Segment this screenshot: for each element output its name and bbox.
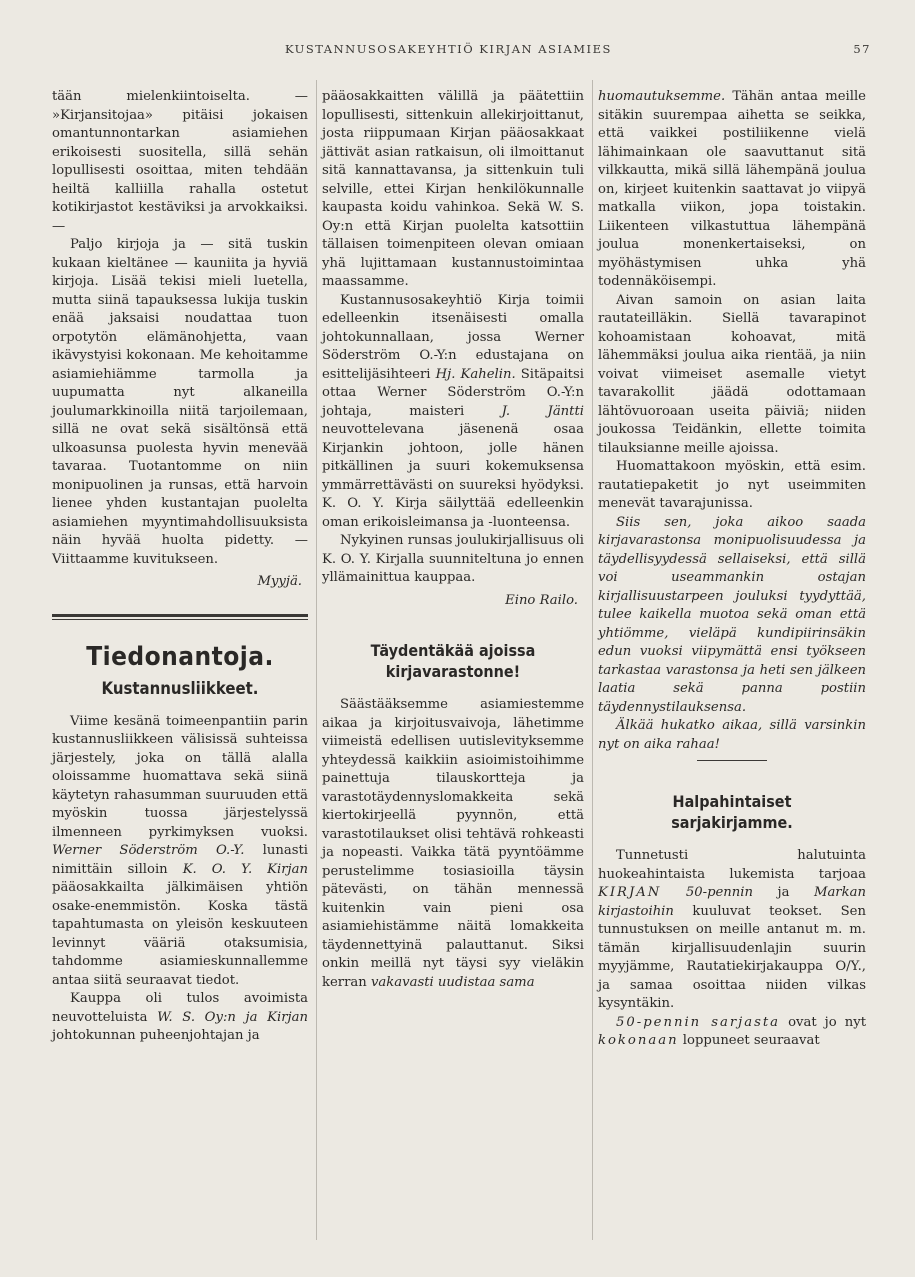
series-name: Markan kirjastoihin [598, 885, 866, 919]
company-name: W. S. Oy:n ja Kirjan [157, 1009, 308, 1025]
person-name: J. Jäntti [501, 403, 584, 419]
column-3 [598, 88, 866, 1051]
divider-thick [52, 614, 308, 617]
paragraph: tään mielenkiintoiselta. — »Kirjansitojaa» pitäisi jokaisen omantunnontarkan asiamiehen erikoisesti suositella, sillä sehän lopullisesti osoittaa, miten tehdään heiltä kalliilla rahalla ostetut kotikirjastot kestäviksi ja arvokkaiksi. — [52, 89, 308, 234]
paragraph: 50-pennin sarjasta ovat jo nyt kokonaan loppuneet seuraavat [598, 1014, 866, 1048]
column-1 [52, 88, 308, 1046]
paragraph: Aivan samoin on asian laita rautateilläkin. Siellä tavarapinot kohoamistaan kohoavat, mitä lähemmäksi joulua aika rientää, ja niin voivat viimeiset asemalle vietyt tavarakollit jäädä odottamaan lähtövuoroaan useita päiviä; niiden joukossa Teidänkin, ellette toimita tilauksianne meille ajoissa. [598, 292, 866, 456]
column-2 [322, 88, 584, 992]
paragraph: Nykyinen runsas joulukirjallisuus oli K. O. Y. Kirjalla suunniteltuna jo ennen yllämainittua kauppaa. [322, 533, 584, 585]
signature-myyja: Myyjä. [257, 574, 302, 589]
series-name: 50-pennin sarjasta [616, 1014, 781, 1030]
company-name: K. O. Y. Kirjan [182, 861, 308, 877]
section-title: Tiedonantoja. [86, 641, 274, 672]
subheading-kustannusliikkeet: Kustannusliikkeet. [101, 679, 259, 699]
person-name: Hj. Kahelin. [435, 366, 516, 382]
emphasis: kokonaan [598, 1033, 679, 1048]
paragraph: Huomattakoon myöskin, että esim. rautatiepaketit jo nyt useimmiten menevät tavarajunissa. [598, 459, 866, 511]
column-rule-left [316, 80, 317, 1240]
paragraph: Säästääksemme asiamiestemme aikaa ja kirjoitusvaivoja, lähetimme viimeistä edellisen uutislevityksemme yhteydessä kaikkiin asioimistoihimme painettuja tilauskortteja ja varastotäydennyslomakkeita sekä kiertokirjeellä pyynnön, että varastotilaukset olisi tehtävä rohkeasti ja nopeasti. Vaikka tätä pyyntöämme perustelimme tosiasioilla täysin pätevästi, on tähän mennessä kuitenkin vain pieni osa asiamiehistämme näitä lomakkeita täydennettyinä palauttanut. Siksi onkin meillä nyt täysi syy vieläkin kerran vakavasti uudistaa sama [322, 697, 584, 990]
paragraph: Paljo kirjoja ja — sitä tuskin kukaan kieltänee — kauniita ja hyviä kirjoja. Lisää tekisi mieli luetella, mutta siinä tapauksessa lukija tuskin enää jaksaisi noudattaa tuon orpotytön elämänohjetta, vaan ikävystyisi kokonaan. Me kehoitamme asiamiehiämme tarmolla ja uupumatta nyt alkaneilla joulumarkkinoilla niitä tarjoilemaan, sillä ne ovat sekä sisältönsä että ulkoasunsa puolesta hyvin menevää tavaraa. Tuotantomme on niin monipuolinen ja runsas, että harvoin lienee yhden kustantajan puolelta asiamiehen myyntimahdollisuuksista näin hyvää huolta pidetty. — Viittaamme kuvitukseen. [52, 237, 308, 567]
series-name: KIRJAN [598, 885, 662, 900]
short-divider [697, 760, 767, 761]
paragraph: huomautuksemme. Tähän antaa meille sitäkin suurempaa aihetta se seikka, että vaikkei postiliikenne vielä lähimainkaan ole saavuttanut sitä vilkkautta, mikä sillä lähempänä joulua on, kirjeet kuitenkin saattavat jo viipyä matkalla viikon, jopa toistakin. Liikenteen vilkastuttua lähempänä joulua monenkertaiseksi, on myöhästymisen uhka yhä todennäköisempi. [598, 89, 866, 289]
heading-halpahintaiset: Halpahintaiset sarjakirjamme. [671, 792, 793, 832]
emphasis: vakavasti uudistaa sama [370, 974, 535, 990]
column-rule-right [592, 80, 593, 1240]
divider-thin [52, 619, 308, 620]
emphasis: huomautuksemme. [598, 89, 726, 104]
paragraph: Tunnetusti halutuinta huokeahintaista lukemista tarjoaa KIRJAN 50-pennin ja Markan kirjastoihin kuuluvat teokset. Sen tunnustuksen on meille antanut m. m. tämän kirjallisuudenlajin suurin myyjämme, Rautatiekirjakauppa O/Y., ja samaa osoittaa niiden vilkas kysyntäkin. [598, 848, 866, 1011]
running-title: KUSTANNUSOSAKEYHTIÖ KIRJAN ASIAMIES [285, 42, 612, 56]
paragraph: Kauppa oli tulos avoimista neuvotteluista W. S. Oy:n ja Kirjan johtokunnan puheenjohtajan ja [52, 991, 308, 1043]
page-number: 57 [853, 42, 871, 56]
company-name: Werner Söderström O.-Y. [52, 843, 245, 858]
paragraph: pääosakkaitten välillä ja päätettiin lopullisesti, sittenkuin allekirjoittanut, josta riippumaan Kirjan pääosakkaat jättivät asian ratkaisun, oli ilmoittanut sitä kannattavansa, ja sittenkuin tuli selville, ettei Kirjan henkilökunnalle kaupasta koidu vahinkoa. Sekä W. S. Oy:n että Kirjan puolelta katsottiin tällaisen toimenpiteen olevan omiaan yhä lujittamaan kustannustoimintaa maassamme. [322, 89, 584, 289]
signature-eino-railo: Eino Railo. [505, 592, 578, 608]
heading-taydentakaa: Täydentäkää ajoissa kirjavarastonne! [370, 641, 536, 681]
paragraph: Kustannusosakeyhtiö Kirja toimii edelleenkin itsenäisesti omalla johtokunnallaan, jossa Werner Söderström O.-Y:n edustajana on esittelijäsihteeri Hj. Kahelin. Sitäpaitsi ottaa Werner Söderström O.-Y:n johtaja, maisteri J. Jäntti neuvottelevana jäsenenä osaa Kirjankin johtoon, jolle hänen pitkällinen ja suuri kokemuksensa ymmärrettävästi on suureksi hyödyksi. K. O. Y. Kirja säilyttää edelleenkin oman erikoisleimansa ja -luonteensa. [322, 292, 584, 530]
paragraph-italic: Älkää hukatko aikaa, sillä varsinkin nyt on aika rahaa! [598, 718, 866, 752]
paragraph-italic: Siis sen, joka aikoo saada kirjavarastonsa monipuolisuudessa ja täydellisyydessä sellaiseksi, että sillä voi useammankin ostajan kirjallisuustarpeen jouluksi tyydyttää, tulee kaikella muotoa sekä oman että yhtiömme, vieläpä kundipiirinsäkin edun vuoksi viipymättä ensi työkseen tarkastaa varastonsa ja heti sen jälkeen laatia sekä panna postiin täydennystilauksensa. [598, 514, 866, 715]
series-name: 50-pennin [685, 885, 754, 900]
paragraph: Viime kesänä toimeenpantiin parin kustannusliikkeen välisissä suhteissa järjestely, joka on tällä alalla oloissamme huomattava sekä siinä käytetyn rahasumman suuruuden että myöskin tuossa järjestelyssä ilmenneen pyrkimyksen vuoksi. Werner Söderström O.-Y. lunasti nimittäin silloin K. O. Y. Kirjan pääosakkailta jälkimäisen yhtiön osake-enemmistön. Koska tästä tapahtumasta on yleisön keskuuteen levinnyt vääriä otaksumisia, tahdomme asiamieskunnallemme antaa siitä seuraavat tiedot. [52, 713, 308, 988]
running-header [40, 42, 885, 62]
